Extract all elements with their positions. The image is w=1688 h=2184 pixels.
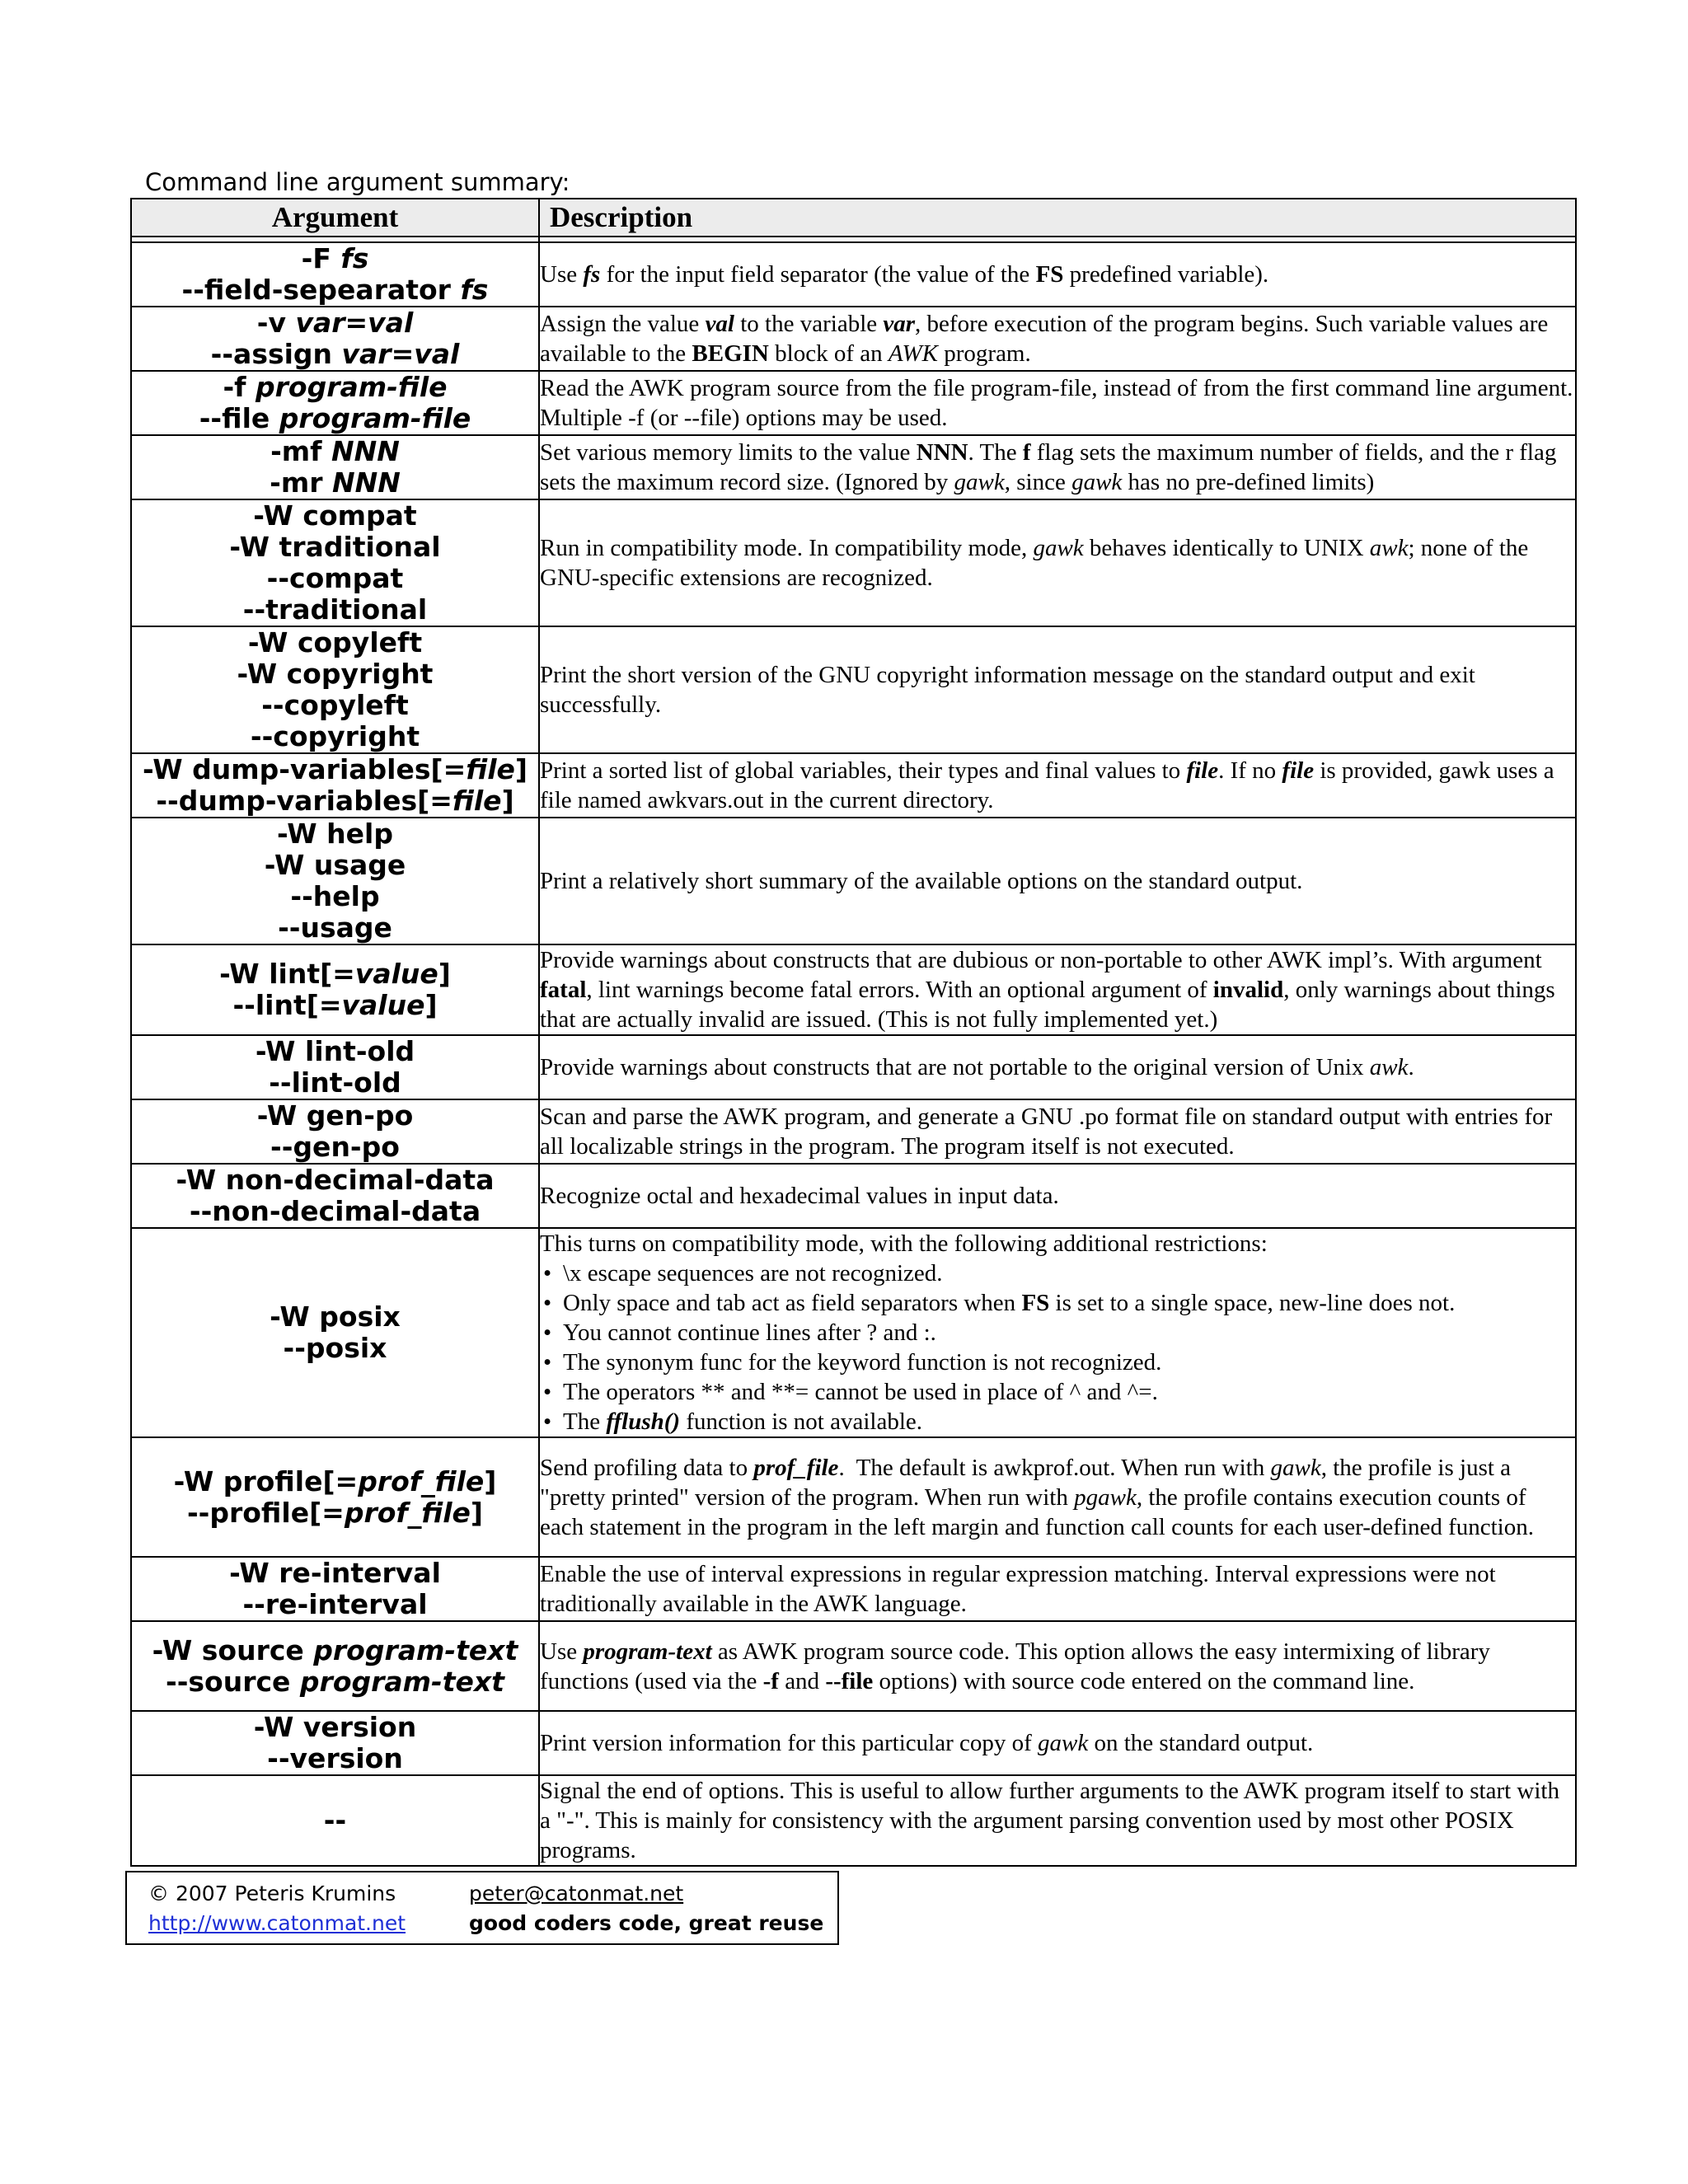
table-row — [131, 1099, 1576, 1164]
description-cell: Signal the end of options. This is useful to allow further arguments to the AWK program itself to start with a "-". This is mainly for consistency with the argument parsing convention used by most other POSIX programs. — [539, 1775, 1576, 1866]
description-cell: Print a relatively short summary of the available options on the standard output. — [539, 818, 1576, 944]
description-cell: Print version information for this particular copy of gawk on the standard output. — [539, 1711, 1576, 1775]
argument-cell: -W copyleft -W copyright --copyleft --copyright — [131, 626, 539, 753]
description-cell: Send profiling data to prof_file. The default is awkprof.out. When run with gawk, the profile is just a "pretty printed" version of the program. When run with pgawk, the profile contains execution counts of each statement in the program in the left margin and function call counts for each user-defined function. — [539, 1437, 1576, 1557]
table-row — [131, 1621, 1576, 1711]
table-row — [131, 1775, 1576, 1866]
table-row — [131, 1437, 1576, 1557]
copyright-text: © 2007 Peteris Krumins — [148, 1882, 396, 1905]
description-cell: Use program-text as AWK program source code. This option allows the easy intermixing of library functions (used via the -f and --file options) with source code entered on the command line. — [539, 1621, 1576, 1711]
table-row — [131, 944, 1576, 1035]
description-cell: This turns on compatibility mode, with the following additional restrictions: • \x escape sequences are not recognized. • Only space and tab act as field separators when FS is set to a single space, new-line does not. • You cannot continue lines after ? and :. • The synonym func for the keyword function is not recognized. • The operators ** and **= cannot be used in place of ^ and ^=. • The fflush() function is not available. — [539, 1228, 1576, 1437]
argument-cell: -W non-decimal-data --non-decimal-data — [131, 1164, 539, 1228]
description-cell: Set various memory limits to the value NNN. The f flag sets the maximum number of fields, and the r flag sets the maximum record size. (Ignored by gawk, since gawk has no pre-defined limits) — [539, 435, 1576, 499]
header-argument: Argument — [131, 199, 539, 237]
argument-cell: -W dump-variables[=file] --dump-variables[=file] — [131, 753, 539, 818]
argument-summary-table — [130, 198, 1577, 1867]
table-row — [131, 1711, 1576, 1775]
footer-box — [125, 1871, 839, 1945]
description-cell: Read the AWK program source from the file program-file, instead of from the first command line argument. Multiple -f (or --file) options may be used. — [539, 371, 1576, 435]
table-row — [131, 499, 1576, 626]
argument-cell: -- — [131, 1775, 539, 1866]
description-cell: Print the short version of the GNU copyright information message on the standard output and exit successfully. — [539, 626, 1576, 753]
argument-cell: -W profile[=prof_file] --profile[=prof_file] — [131, 1437, 539, 1557]
description-cell: Scan and parse the AWK program, and generate a GNU .po format file on standard output with entries for all localizable strings in the program. The program itself is not executed. — [539, 1099, 1576, 1164]
email-link[interactable]: peter@catonmat.net — [469, 1882, 684, 1905]
description-cell: Use fs for the input field separator (the value of the FS predefined variable). — [539, 242, 1576, 307]
table-row — [131, 753, 1576, 818]
argument-cell: -W lint-old --lint-old — [131, 1035, 539, 1099]
description-cell: Assign the value val to the variable var, before execution of the program begins. Such variable values are available to the BEGIN block of an AWK program. — [539, 307, 1576, 371]
table-row — [131, 242, 1576, 307]
table-row — [131, 435, 1576, 499]
argument-cell: -W gen-po --gen-po — [131, 1099, 539, 1164]
slogan-text: good coders code, great reuse — [469, 1911, 824, 1935]
argument-cell: -f program-file --file program-file — [131, 371, 539, 435]
argument-cell: -W re-interval --re-interval — [131, 1557, 539, 1621]
header-description: Description — [539, 199, 1576, 237]
description-cell: Provide warnings about constructs that are not portable to the original version of Unix awk. — [539, 1035, 1576, 1099]
table-row — [131, 371, 1576, 435]
description-cell: Print a sorted list of global variables, their types and final values to file. If no file is provided, gawk uses a file named awkvars.out in the current directory. — [539, 753, 1576, 818]
description-cell: Recognize octal and hexadecimal values in input data. — [539, 1164, 1576, 1228]
argument-cell: -W lint[=value] --lint[=value] — [131, 944, 539, 1035]
table-header-row — [131, 199, 1576, 237]
argument-cell: -W source program-text --source program-text — [131, 1621, 539, 1711]
argument-cell: -W help -W usage --help --usage — [131, 818, 539, 944]
header-gap — [131, 237, 1576, 242]
table-row — [131, 1228, 1576, 1437]
table-row — [131, 1035, 1576, 1099]
table-body — [131, 237, 1576, 1866]
page-title: Command line argument summary: — [145, 168, 570, 196]
argument-cell: -W posix --posix — [131, 1228, 539, 1437]
website-link[interactable]: http://www.catonmat.net — [148, 1911, 406, 1935]
argument-cell: -v var=val --assign var=val — [131, 307, 539, 371]
description-cell: Enable the use of interval expressions in regular expression matching. Interval expressions were not traditionally available in the AWK language. — [539, 1557, 1576, 1621]
argument-cell: -W compat -W traditional --compat --traditional — [131, 499, 539, 626]
table-row — [131, 626, 1576, 753]
argument-cell: -mf NNN -mr NNN — [131, 435, 539, 499]
table-row — [131, 307, 1576, 371]
table-row — [131, 818, 1576, 944]
argument-cell: -W version --version — [131, 1711, 539, 1775]
argument-cell: -F fs --field-sepearator fs — [131, 242, 539, 307]
table-row — [131, 1557, 1576, 1621]
description-cell: Provide warnings about constructs that are dubious or non-portable to other AWK impl’s. With argument fatal, lint warnings become fatal errors. With an optional argument of invalid, only warnings about things that are actually invalid are issued. (This is not fully implemented yet.) — [539, 944, 1576, 1035]
table-row — [131, 1164, 1576, 1228]
description-cell: Run in compatibility mode. In compatibility mode, gawk behaves identically to UNIX awk; none of the GNU-specific extensions are recognized. — [539, 499, 1576, 626]
